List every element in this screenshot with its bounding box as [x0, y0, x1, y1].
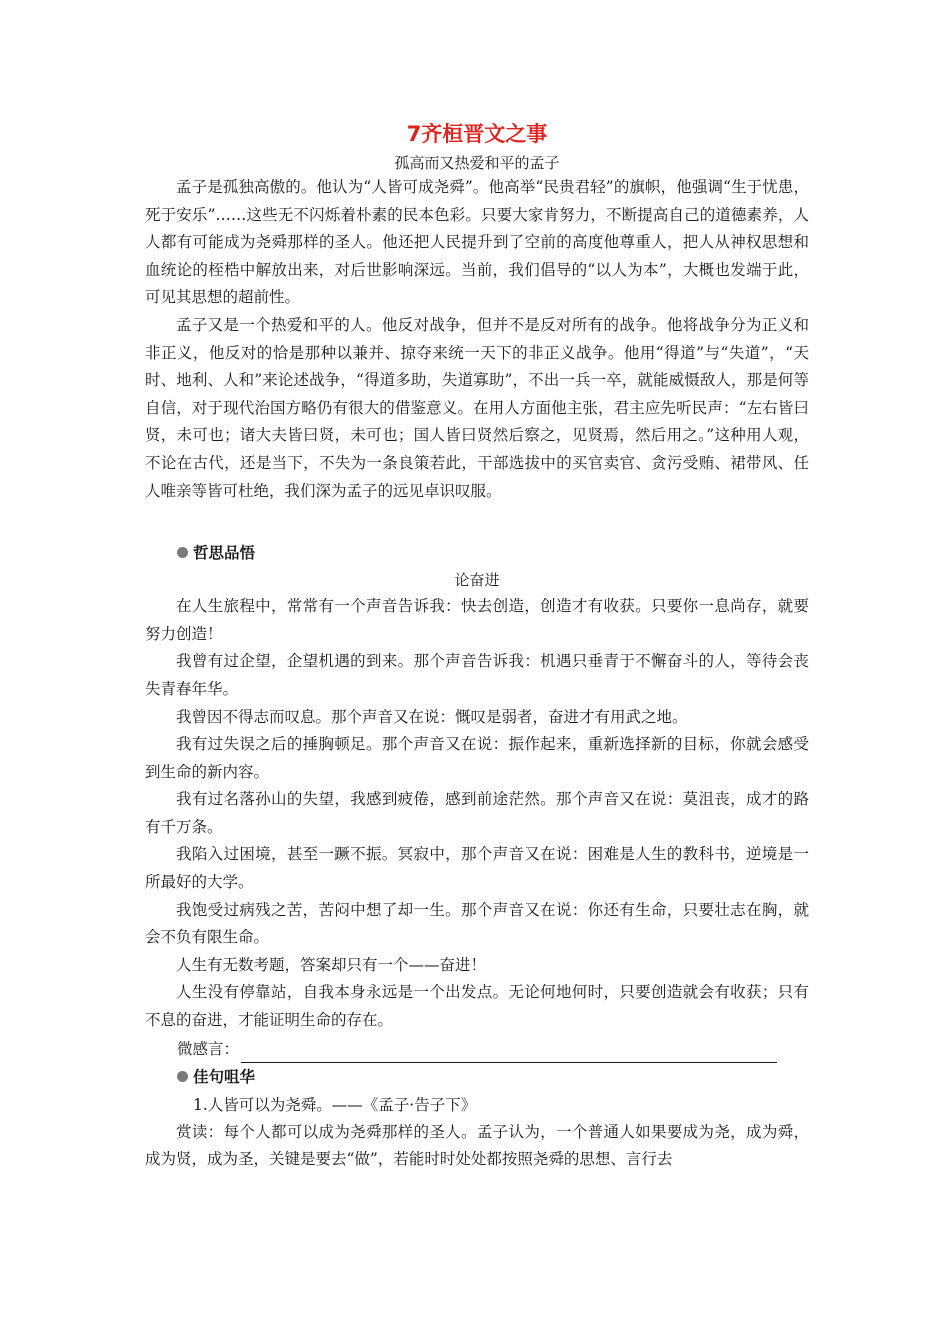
- essay-paragraph: 我曾因不得志而叹息。那个声音又在说：慨叹是弱者，奋进才有用武之地。: [176, 707, 688, 726]
- essay-paragraph: 在人生旅程中，常常有一个声音告诉我：快去创造，创造才有收获。只要你一息尚存，就要努力创造！: [145, 597, 809, 643]
- essay-title: 论奋进: [454, 571, 500, 590]
- essay-paragraph: 我饱受过病残之苦，苦闷中想了却一生。那个声音又在说：你还有生命，只要壮志在胸，就会不负有限生命。: [145, 900, 809, 947]
- essay-paragraph: 我有过名落孙山的失望，我感到疲倦，感到前途茫然。那个声音又在说：莫沮丧，成才的路有千万条。: [145, 790, 809, 836]
- section-heading-zhesi: 哲思品悟: [145, 539, 809, 567]
- micro-comment-blank-line[interactable]: [241, 1042, 777, 1063]
- document-subtitle: 孤高而又热爱和平的孟子: [394, 154, 560, 172]
- essay-paragraph: 我有过失误之后的捶胸顿足。那个声音又在说：振作起来，重新选择新的目标，你就会感受到生命的新内容。: [145, 735, 809, 781]
- intro-paragraph-1: 孟子是孤独高傲的。他认为“人皆可成尧舜”。他高举“民贵君轻”的旗帜，他强调“生于忧患，死于安乐”……这些无不闪烁着朴素的民本色彩。只要大家肯努力，不断提高自己的道德素养，人人都有可能成为尧舜那样的圣人。他还把人民提升到了空前的高度他尊重人，把人从神权思想和血统论的桎梏中解放出来，对后世影响深远。当前，我们倡导的“以人为本”，大概也发端于此，可见其思想的超前性。: [145, 178, 809, 307]
- essay-paragraph: 人生有无数考题，答案却只有一个——奋进！: [176, 955, 487, 974]
- intro-paragraph-2: 孟子又是一个热爱和平的人。他反对战争，但并不是反对所有的战争。他将战争分为正义和非正义，他反对的恰是那种以兼并、掠夺来统一天下的非正义战争。他用“得道”与“失道”，“天时、地利、人和”来论述战争，“得道多助，失道寡助”，不出一兵一卒，就能威慑敌人，那是何等自信，对于现代治国方略仍有很大的借鉴意义。在用人方面他主张，君主应先听民声：“左右皆曰贤，未可也；诸大夫皆曰贤，未可也；国人皆曰贤然后察之，见贤焉，然后用之。”这种用人观，不论在古代，还是当下，不失为一条良策若此，干部选拔中的买官卖官、贪污受贿、裙带风、任人唯亲等皆可杜绝，我们深为孟子的远见卓识叹服。: [145, 315, 809, 500]
- section-heading-jiaju: 佳句咀华: [145, 1063, 809, 1091]
- essay-paragraph: 我曾有过企望，企望机遇的到来。那个声音告诉我：机遇只垂青于不懈奋斗的人，等待会丧失青春年华。: [145, 652, 809, 698]
- essay-paragraph: 我陷入过困境，甚至一蹶不振。冥寂中，那个声音又在说：困难是人生的教科书，逆境是一所最好的大学。: [145, 845, 809, 892]
- micro-comment-label: 微感言：: [177, 1039, 240, 1058]
- bullet-dot-icon: [177, 1071, 188, 1082]
- document-title: 7齐桓晋文之事: [406, 122, 548, 146]
- appreciation-paragraph: 赏读：每个人都可以成为尧舜那样的圣人。孟子认为，一个普通人如果要成为尧，成为舜，成为贤，成为圣，关键是要去“做”，若能时时处处都按照尧舜的思想、言行去: [145, 1122, 809, 1169]
- essay-paragraph: 人生没有停靠站，自我本身永远是一个出发点。无论何地何时，只要创造就会有收获；只有不息的奋进，才能证明生命的存在。: [145, 983, 809, 1030]
- quote-line: 1.人皆可以为尧舜。——《孟子·告子下》: [193, 1095, 477, 1114]
- micro-comment-row: [145, 1035, 809, 1063]
- document-page: [145, 118, 809, 1174]
